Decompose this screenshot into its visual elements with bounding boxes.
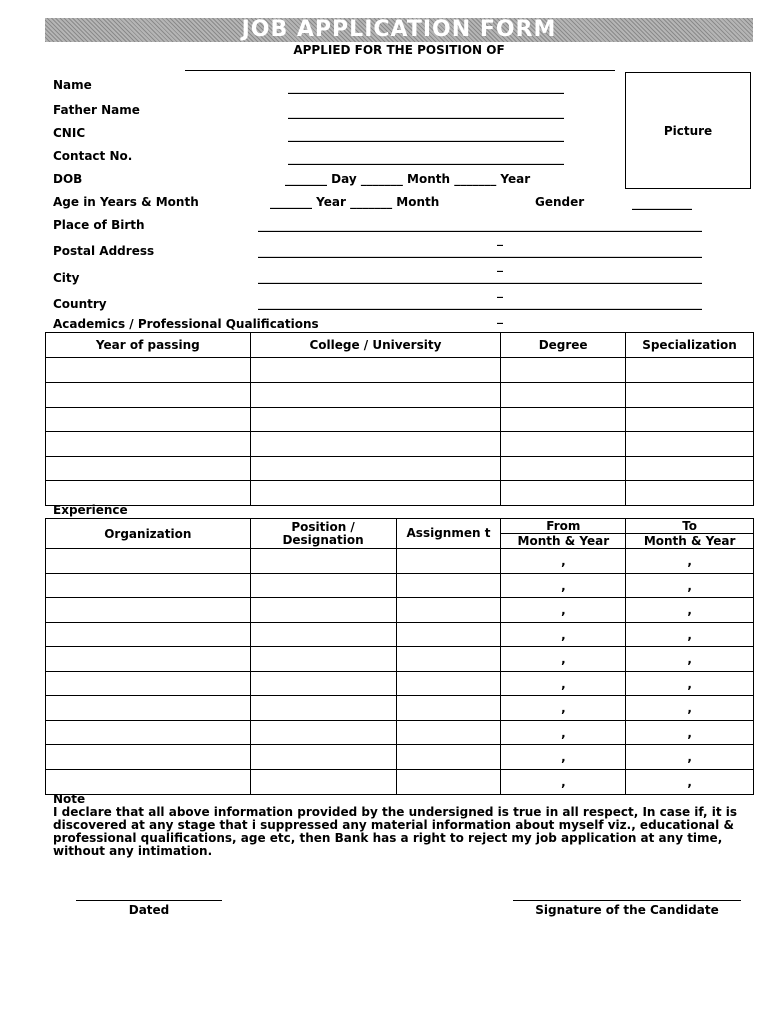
age-field[interactable]: _______ Year _______ Month xyxy=(270,195,440,209)
col-assignment xyxy=(396,519,501,549)
table-row xyxy=(46,598,754,623)
table-cell[interactable]: , xyxy=(501,696,626,721)
note-text: I declare that all above information provided by the undersigned is true in all respect, In case if, it is discovered at any stage that i suppressed any material information about myself viz., educational & professional qualifications, age etc, then Bank has a right to reject my job application at any time, without any intimation. xyxy=(53,805,737,858)
academics-header-row xyxy=(46,333,754,358)
gender-field[interactable]: __________ xyxy=(632,196,692,210)
table-cell[interactable]: , xyxy=(626,647,754,672)
form-title: JOB APPLICATION FORM xyxy=(45,18,753,42)
table-cell[interactable] xyxy=(626,457,754,481)
table-cell[interactable] xyxy=(396,598,501,623)
table-cell[interactable] xyxy=(396,549,501,574)
label-name: Name xyxy=(53,78,92,92)
table-cell[interactable] xyxy=(250,770,396,795)
country-field[interactable]: __________________________________________________________________________ xyxy=(258,296,702,310)
city-field[interactable]: __________________________________________________________________________ xyxy=(258,270,702,284)
label-place-of-birth: Place of Birth xyxy=(53,218,145,232)
col-degree: Degree xyxy=(501,333,626,358)
table-cell[interactable] xyxy=(396,721,501,745)
col-position-designation xyxy=(250,519,396,549)
table-cell[interactable] xyxy=(46,432,251,457)
label-country: Country xyxy=(53,297,107,311)
label-dob: DOB xyxy=(53,172,83,186)
academics-heading: Academics / Professional Qualifications xyxy=(53,317,319,331)
table-cell[interactable] xyxy=(250,672,396,696)
col-to: To xyxy=(626,519,754,534)
table-cell[interactable]: , xyxy=(626,549,754,574)
table-cell[interactable]: , xyxy=(501,647,626,672)
table-row xyxy=(46,408,754,432)
table-cell[interactable] xyxy=(250,574,396,598)
table-cell[interactable] xyxy=(501,383,626,408)
table-cell[interactable]: , xyxy=(626,574,754,598)
table-cell[interactable] xyxy=(46,745,251,770)
table-cell[interactable]: , xyxy=(501,623,626,647)
table-cell[interactable] xyxy=(626,481,754,506)
table-row xyxy=(46,696,754,721)
signature-line[interactable] xyxy=(513,900,741,901)
col-college-university: College / University xyxy=(250,333,501,358)
table-cell[interactable] xyxy=(250,457,501,481)
cnic-field[interactable]: ______________________________________________ xyxy=(288,128,564,142)
table-cell[interactable]: , xyxy=(501,549,626,574)
table-cell[interactable] xyxy=(250,358,501,383)
table-cell[interactable]: , xyxy=(501,721,626,745)
table-cell[interactable] xyxy=(396,770,501,795)
label-father-name: Father Name xyxy=(53,103,140,117)
experience-header-row xyxy=(46,519,754,534)
col-organization: Organization xyxy=(46,519,251,549)
picture-label: Picture xyxy=(663,124,713,138)
table-row xyxy=(46,672,754,696)
experience-table xyxy=(45,518,754,795)
note-heading: Note xyxy=(53,792,86,806)
table-row xyxy=(46,549,754,574)
table-cell[interactable] xyxy=(396,745,501,770)
table-row xyxy=(46,457,754,481)
table-cell[interactable] xyxy=(46,408,251,432)
table-cell[interactable] xyxy=(396,623,501,647)
experience-heading: Experience xyxy=(53,503,128,517)
table-cell[interactable]: , xyxy=(501,598,626,623)
table-cell[interactable] xyxy=(250,745,396,770)
col-year-of-passing: Year of passing xyxy=(46,333,251,358)
dob-field[interactable]: _______ Day _______ Month _______ Year xyxy=(285,172,531,186)
table-cell[interactable] xyxy=(626,383,754,408)
table-cell[interactable]: , xyxy=(501,672,626,696)
table-cell[interactable] xyxy=(46,672,251,696)
table-cell[interactable] xyxy=(250,721,396,745)
table-cell[interactable] xyxy=(46,623,251,647)
table-cell[interactable] xyxy=(46,457,251,481)
table-cell[interactable] xyxy=(501,358,626,383)
dated-line[interactable] xyxy=(76,900,222,901)
picture-box[interactable] xyxy=(625,72,751,189)
table-cell[interactable] xyxy=(250,432,501,457)
place-of-birth-field[interactable]: __________________________________________________________________________ xyxy=(258,218,702,232)
label-contact: Contact No. xyxy=(53,149,133,163)
table-cell[interactable] xyxy=(250,408,501,432)
col-from: From xyxy=(501,519,626,534)
col-specialization: Specialization xyxy=(626,333,754,358)
table-cell[interactable]: , xyxy=(626,721,754,745)
table-row xyxy=(46,623,754,647)
signature-label: Signature of the Candidate xyxy=(535,903,719,917)
table-cell[interactable] xyxy=(626,358,754,383)
table-cell[interactable] xyxy=(250,549,396,574)
table-cell[interactable] xyxy=(250,481,501,506)
table-row xyxy=(46,770,754,795)
table-cell[interactable]: , xyxy=(501,770,626,795)
table-cell[interactable] xyxy=(396,672,501,696)
table-cell[interactable]: , xyxy=(626,696,754,721)
table-cell[interactable] xyxy=(501,432,626,457)
table-cell[interactable] xyxy=(250,598,396,623)
table-row xyxy=(46,721,754,745)
table-cell[interactable]: , xyxy=(626,623,754,647)
table-row xyxy=(46,481,754,506)
table-cell[interactable] xyxy=(46,647,251,672)
table-cell[interactable] xyxy=(46,383,251,408)
table-cell[interactable] xyxy=(250,647,396,672)
table-row xyxy=(46,647,754,672)
table-row xyxy=(46,432,754,457)
city-tail: _ xyxy=(497,284,503,298)
country-tail: _ xyxy=(497,310,503,324)
table-cell[interactable] xyxy=(46,358,251,383)
table-cell[interactable] xyxy=(46,721,251,745)
table-cell[interactable] xyxy=(250,383,501,408)
col-from-month-year: Month & Year xyxy=(501,534,626,549)
contact-field[interactable]: ______________________________________________ xyxy=(288,151,564,165)
table-cell[interactable]: , xyxy=(626,598,754,623)
table-cell[interactable] xyxy=(501,408,626,432)
assignment-label: Assignmen t xyxy=(406,526,491,540)
table-cell[interactable] xyxy=(396,696,501,721)
place-of-birth-tail: _ xyxy=(497,232,503,246)
table-cell[interactable] xyxy=(396,574,501,598)
table-cell[interactable] xyxy=(250,623,396,647)
declaration-note xyxy=(53,793,753,858)
table-cell[interactable] xyxy=(46,770,251,795)
table-cell[interactable] xyxy=(46,598,251,623)
table-cell[interactable] xyxy=(250,696,396,721)
table-cell[interactable] xyxy=(626,432,754,457)
table-cell[interactable] xyxy=(501,457,626,481)
table-cell[interactable] xyxy=(46,696,251,721)
table-row xyxy=(46,745,754,770)
table-cell[interactable] xyxy=(626,408,754,432)
table-cell[interactable] xyxy=(396,647,501,672)
table-cell[interactable]: , xyxy=(501,574,626,598)
table-cell[interactable]: , xyxy=(626,745,754,770)
name-field[interactable]: ______________________________________________ xyxy=(288,80,564,94)
table-cell[interactable]: , xyxy=(626,672,754,696)
dated-label: Dated xyxy=(128,903,170,917)
label-postal-address: Postal Address xyxy=(53,244,155,258)
postal-address-tail: _ xyxy=(497,258,503,272)
table-cell[interactable]: , xyxy=(501,745,626,770)
col-to-month-year: Month & Year xyxy=(626,534,754,549)
table-cell[interactable]: , xyxy=(626,770,754,795)
position-designation-label: Position / Designation xyxy=(282,519,364,547)
father-name-field[interactable]: ______________________________________________ xyxy=(288,105,564,119)
table-cell[interactable] xyxy=(46,549,251,574)
label-age: Age in Years & Month xyxy=(53,195,199,209)
position-input-line[interactable] xyxy=(185,70,615,71)
label-gender: Gender xyxy=(535,195,585,209)
table-cell[interactable] xyxy=(46,574,251,598)
label-city: City xyxy=(53,271,80,285)
postal-address-field[interactable]: __________________________________________________________________________ xyxy=(258,244,702,258)
table-row xyxy=(46,383,754,408)
table-row xyxy=(46,574,754,598)
label-cnic: CNIC xyxy=(53,126,86,140)
table-cell[interactable] xyxy=(46,481,251,506)
table-row xyxy=(46,358,754,383)
academics-table xyxy=(45,332,754,506)
form-subtitle: APPLIED FOR THE POSITION OF xyxy=(293,43,505,57)
table-cell[interactable] xyxy=(501,481,626,506)
